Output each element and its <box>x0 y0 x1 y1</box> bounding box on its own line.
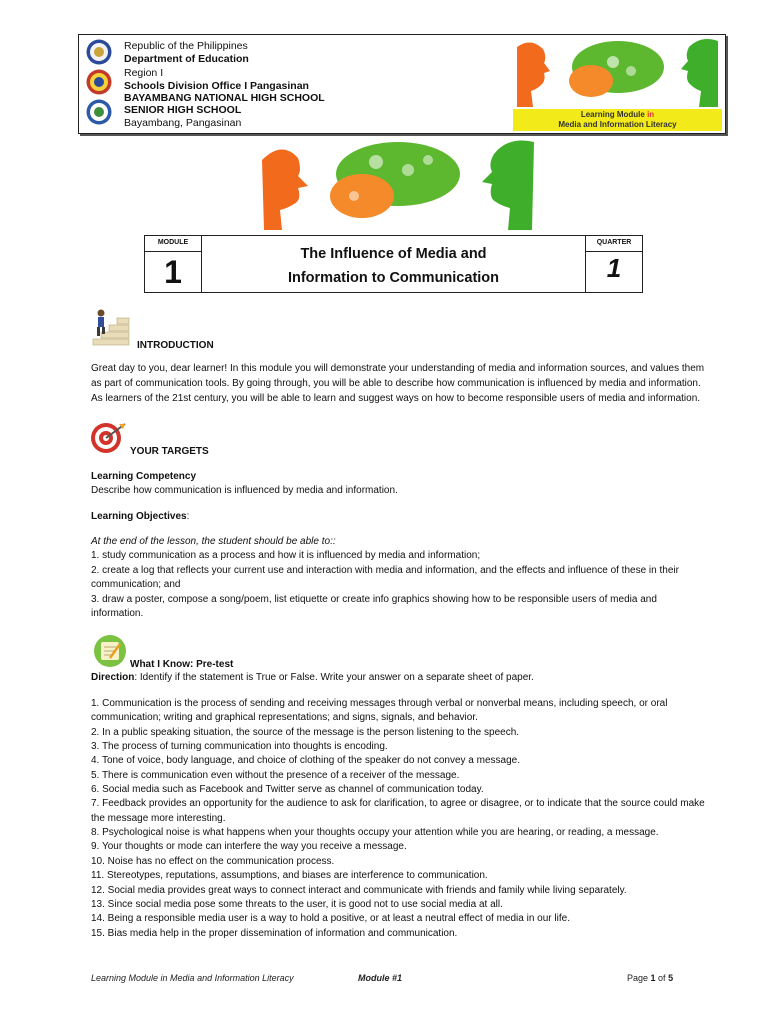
stairs-climber-icon <box>89 307 133 347</box>
quarter-label: QUARTER <box>596 239 632 246</box>
banner-caption <box>513 109 722 131</box>
pretest-item: 12. Social media provides great ways to connect interact and communicate with friends and family while living separately. <box>91 885 627 896</box>
module-title <box>201 242 586 290</box>
module-banner <box>513 37 722 131</box>
footer-page-mid: of <box>655 973 669 983</box>
module-title-line2: Information to Communication <box>287 270 500 286</box>
footer-page-current: 1 <box>650 973 656 983</box>
header-line-division: Schools Division Office I Pangasinan <box>124 80 309 92</box>
banner-caption-subject: Media and Information Literacy <box>558 120 677 129</box>
pretest-item: 9. Your thoughts or mode can interfere the way you receive a message. <box>91 841 407 852</box>
region-seal-icon <box>86 69 112 95</box>
objectives-heading: Learning Objectives <box>91 511 187 522</box>
communication-heads-icon <box>513 37 722 109</box>
target-icon <box>89 420 129 454</box>
header-line-deped: Department of Education <box>124 53 249 65</box>
header-line-school: BAYAMBANG NATIONAL HIGH SCHOOL <box>124 92 325 104</box>
objective-line-1: 1. study communication as a process and how it is influenced by media and information; <box>91 550 481 561</box>
quarter-number: 1 <box>606 253 622 283</box>
footer-page-number <box>627 973 673 983</box>
pretest-item: 1. Communication is the process of sending and receiving messages through verbal or nonverbal means, including speech, or oral <box>91 698 668 709</box>
objectives-heading-colon: : <box>186 511 190 522</box>
direction-row <box>91 671 731 685</box>
header-line-shs: SENIOR HIGH SCHOOL <box>124 104 242 116</box>
header-box <box>78 34 726 134</box>
module-title-line1: The Influence of Media and <box>300 246 487 262</box>
footer-module-number: Module #1 <box>358 973 403 983</box>
green-head-icon <box>482 141 534 231</box>
module-cell <box>145 236 202 292</box>
introduction-line-3: As learners of the 21st century, you will be able to learn and suggest ways on how to become responsible users of media and information. <box>91 393 701 404</box>
header-line-region: Region I <box>124 67 164 79</box>
communication-illustration <box>258 140 536 230</box>
banner-caption-in: in <box>647 110 655 119</box>
objectives-heading-row <box>91 510 731 524</box>
direction-text: : Identify if the statement is True or False. Write your answer on a separate sheet of paper. <box>134 672 534 683</box>
pretest-item: communication; writing and graphical representations; and signs, signals, and behavior. <box>91 712 478 723</box>
banner-caption-learning-module: Learning Module <box>580 110 645 119</box>
pretest-item: 10. Noise has no effect on the communication process. <box>91 856 335 867</box>
competency-text: Describe how communication is influenced by media and information. <box>91 485 398 496</box>
objective-line-3: communication; and <box>91 579 181 590</box>
pretest-item: 2. In a public speaking situation, the source of the message is the person listening to the speech. <box>91 727 520 738</box>
objective-line-5: information. <box>91 608 144 619</box>
pretest-item: 15. Bias media help in the proper dissemination of information and communication. <box>91 928 458 939</box>
footer-module-name: Learning Module in Media and Information Literacy <box>91 973 294 983</box>
competency-heading: Learning Competency <box>91 471 197 482</box>
direction-label: Direction <box>91 672 135 683</box>
module-title-box <box>144 235 643 293</box>
introduction-line-2: as part of communication tools. By going through, you will be able to describe how communication is influenced by media and information. <box>91 378 701 389</box>
header-line-republic: Republic of the Philippines <box>124 40 248 52</box>
module-number: 1 <box>164 254 182 290</box>
quarter-cell <box>585 236 642 292</box>
deped-seal-icon <box>86 39 112 65</box>
targets-heading: YOUR TARGETS <box>130 446 209 457</box>
notepad-icon <box>92 634 128 668</box>
pretest-item: the message more interesting. <box>91 813 226 824</box>
objective-line-4: 3. draw a poster, compose a song/poem, list etiquette or create info graphics showing how to be responsible users of media and <box>91 594 657 605</box>
footer-page-prefix: Page <box>627 973 651 983</box>
orange-head-icon <box>262 149 308 230</box>
pretest-item: 4. Tone of voice, body language, and choice of clothing of the speaker do not convey a message. <box>91 755 520 766</box>
pretest-item: 11. Stereotypes, reputations, assumptions, and biases are interference to communication. <box>91 870 488 881</box>
objective-line-2: 2. create a log that reflects your current use and interaction with media and information, and the effects and influence of these in their <box>91 565 679 576</box>
module-label: MODULE <box>157 239 189 246</box>
objectives-intro: At the end of the lesson, the student should be able to:: <box>91 536 336 547</box>
pretest-item: 5. There is communication even without the presence of a receiver of the message. <box>91 770 460 781</box>
pretest-item: 13. Since social media pose some threats to the user, it is good not to use social media at all. <box>91 899 503 910</box>
pretest-item: 7. Feedback provides an opportunity for the audience to ask for clarification, to agree or disagree, or to indicate that the source could make <box>91 798 705 809</box>
pretest-item: 8. Psychological noise is what happens when your thoughts occupy your attention while you are hearing, or reading, a message. <box>91 827 659 838</box>
introduction-line-1: Great day to you, dear learner! In this module you will demonstrate your understanding of media and information sources, and values them <box>91 363 705 374</box>
pretest-item: 6. Social media such as Facebook and Twitter serve as channel of communication today. <box>91 784 484 795</box>
header-line-location: Bayambang, Pangasinan <box>124 117 242 129</box>
pretest-item: 14. Being a responsible media user is a way to hold a positive, or at least a neutral effect of media in our life. <box>91 913 570 924</box>
school-seal-icon <box>86 99 112 125</box>
pretest-heading: What I Know: Pre-test <box>130 659 234 670</box>
introduction-heading: INTRODUCTION <box>137 340 214 351</box>
pretest-item: 3. The process of turning communication into thoughts is encoding. <box>91 741 388 752</box>
footer-page-total: 5 <box>668 973 674 983</box>
